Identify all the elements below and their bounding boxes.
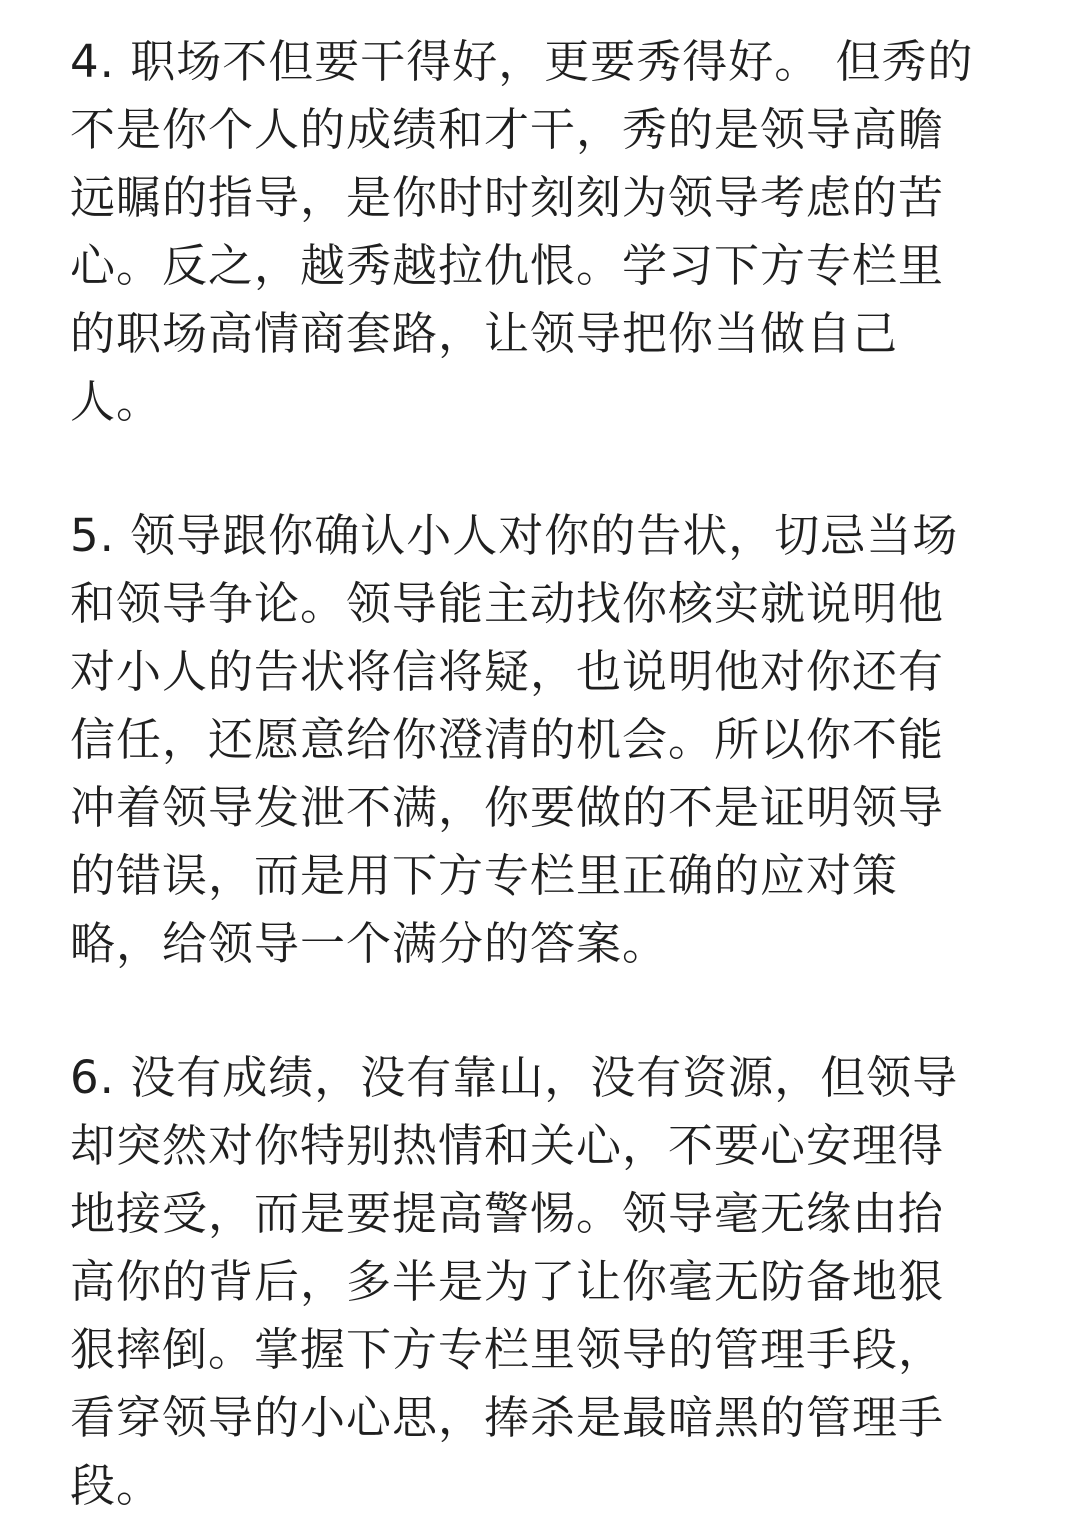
article-body <box>70 28 1010 1520</box>
paragraph-5 <box>70 502 1010 978</box>
text-line: 人。 <box>70 375 163 428</box>
text-line: 的错误，而是用下方专栏里正确的应对策 <box>70 849 899 902</box>
text-line: 6. 没有成绩，没有靠山，没有资源，但领导 <box>70 1051 959 1104</box>
text-line: 略，给领导一个满分的答案。 <box>70 917 669 970</box>
text-line: 和领导争论。领导能主动找你核实就说明他 <box>70 577 945 630</box>
text-line: 远瞩的指导，是你时时刻刻为领导考虑的苦 <box>70 171 945 224</box>
paragraph-4 <box>70 28 1010 436</box>
text-line: 看穿领导的小心思，捧杀是最暗黑的管理手 <box>70 1391 945 1444</box>
paragraph-6 <box>70 1044 1010 1520</box>
text-line: 的职场高情商套路，让领导把你当做自己 <box>70 307 899 360</box>
text-line: 信任，还愿意给你澄清的机会。所以你不能 <box>70 713 945 766</box>
paragraph-spacer <box>70 436 1010 502</box>
paragraph-spacer <box>70 978 1010 1044</box>
text-line: 不是你个人的成绩和才干，秀的是领导高瞻 <box>70 103 945 156</box>
text-line: 高你的背后，多半是为了让你毫无防备地狠 <box>70 1255 945 1308</box>
text-line: 却突然对你特别热情和关心，不要心安理得 <box>70 1119 945 1172</box>
text-line: 冲着领导发泄不满，你要做的不是证明领导 <box>70 781 945 834</box>
text-line: 狠摔倒。掌握下方专栏里领导的管理手段， <box>70 1323 945 1376</box>
text-line: 心。反之，越秀越拉仇恨。学习下方专栏里 <box>70 239 945 292</box>
text-line: 5. 领导跟你确认小人对你的告状，切忌当场 <box>70 509 959 562</box>
text-line: 地接受，而是要提高警惕。领导毫无缘由抬 <box>70 1187 945 1240</box>
text-line: 4. 职场不但要干得好，更要秀得好。 但秀的 <box>70 35 974 88</box>
text-line: 段。 <box>70 1459 163 1512</box>
text-line: 对小人的告状将信将疑，也说明他对你还有 <box>70 645 945 698</box>
